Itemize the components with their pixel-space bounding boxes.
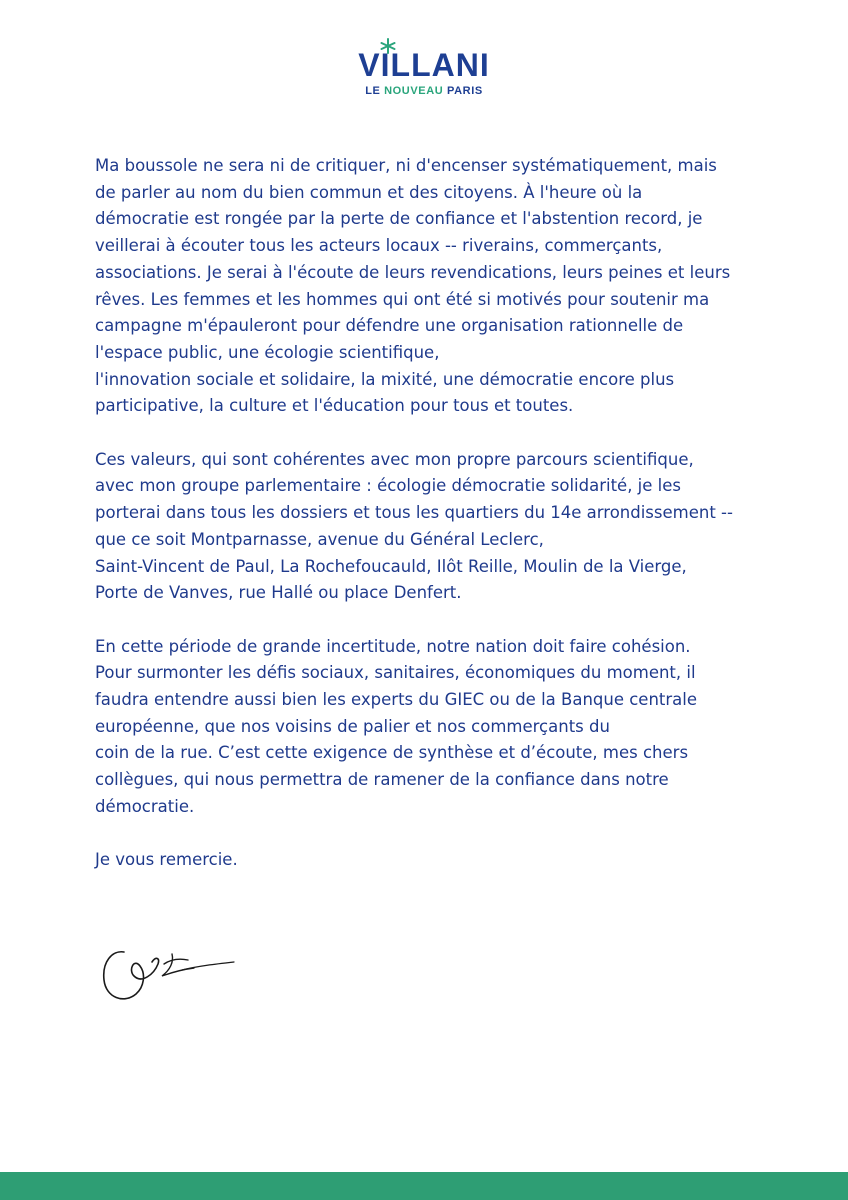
letter-line: démocratie.	[95, 796, 195, 816]
palm-star-icon	[380, 38, 396, 54]
handwritten-signature	[98, 938, 238, 1010]
logo-tagline	[0, 85, 848, 97]
letter-line: rêves. Les femmes et les hommes qui ont été si motivés pour soutenir ma	[95, 289, 710, 309]
letter-line: l'innovation sociale et solidaire, la mixité, une démocratie encore plus	[95, 369, 675, 389]
logo-tagline-accent: NOUVEAU	[384, 85, 444, 97]
letter-line: Je vous remercie.	[95, 850, 238, 870]
letter-line: campagne m'épauleront pour défendre une organisation rationnelle de	[95, 316, 684, 336]
logo-name-text: VILLANI	[358, 47, 490, 83]
logo-tagline-part1: LE	[365, 85, 385, 97]
letter-line: veillerai à écouter tous les acteurs locaux -- riverains, commerçants,	[95, 236, 663, 256]
letter-paragraph	[95, 634, 775, 821]
campaign-logo	[0, 46, 848, 97]
footer-bar	[0, 1172, 848, 1200]
letter-line: l'espace public, une écologie scientifique,	[95, 342, 440, 362]
letter-line: collègues, qui nous permettra de ramener de la confiance dans notre	[95, 770, 669, 790]
letter-line: participative, la culture et l'éducation pour tous et toutes.	[95, 396, 574, 416]
letter-line: associations. Je serai à l'écoute de leurs revendications, leurs peines et leurs	[95, 262, 731, 282]
letter-line: Pour surmonter les défis sociaux, sanitaires, économiques du moment, il	[95, 663, 696, 683]
letter-line: En cette période de grande incertitude, notre nation doit faire cohésion.	[95, 636, 691, 656]
letter-line: Saint-Vincent de Paul, La Rochefoucauld, Ilôt Reille, Moulin de la Vierge,	[95, 556, 687, 576]
letter-line: faudra entendre aussi bien les experts du GIEC ou de la Banque centrale	[95, 690, 698, 710]
letter-line: avec mon groupe parlementaire : écologie démocratie solidarité, je les	[95, 476, 681, 496]
letter-line: porterai dans tous les dossiers et tous les quartiers du 14e arrondissement --	[95, 503, 733, 523]
letter-paragraph	[95, 447, 775, 607]
letter-line: européenne, que nos voisins de palier et nos commerçants du	[95, 716, 610, 736]
letter-line: de parler au nom du bien commun et des citoyens. À l'heure où la	[95, 182, 643, 202]
logo-wordmark	[358, 46, 489, 84]
letter-line: démocratie est rongée par la perte de confiance et l'abstention record, je	[95, 209, 703, 229]
letter-paragraph	[95, 153, 775, 420]
letter-paragraph	[95, 847, 775, 874]
letter-line: coin de la rue. C’est cette exigence de synthèse et d’écoute, mes chers	[95, 743, 689, 763]
logo-tagline-part3: PARIS	[443, 85, 483, 97]
letter-line: Porte de Vanves, rue Hallé ou place Denfert.	[95, 583, 462, 603]
letter-line: que ce soit Montparnasse, avenue du Général Leclerc,	[95, 529, 544, 549]
letter-line: Ces valeurs, qui sont cohérentes avec mon propre parcours scientifique,	[95, 449, 694, 469]
letter-body	[95, 153, 775, 901]
letter-line: Ma boussole ne sera ni de critiquer, ni d'encenser systématiquement, mais	[95, 156, 717, 175]
